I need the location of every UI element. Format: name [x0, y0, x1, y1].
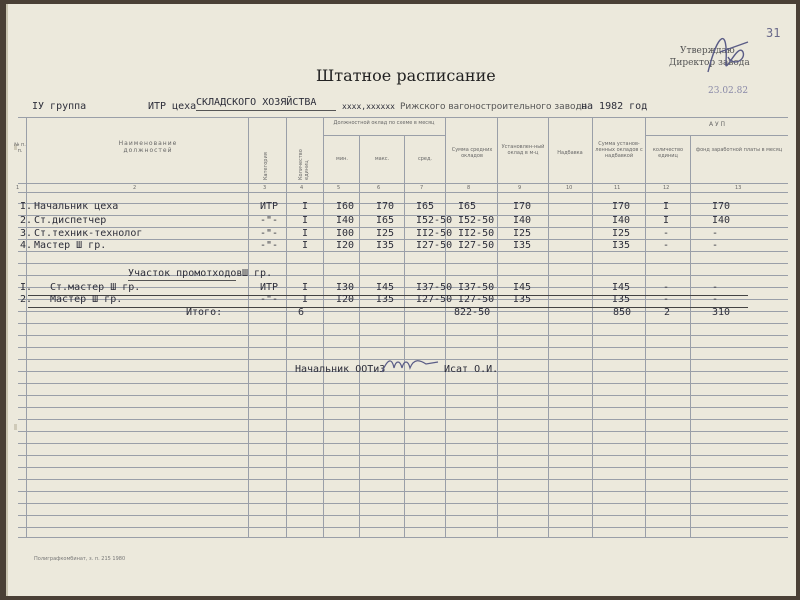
director-signature	[698, 22, 758, 82]
row-line	[18, 527, 788, 528]
shop-name: СКЛАДСКОГО ХОЗЯЙСТВА	[196, 97, 317, 108]
cell-min: I40	[336, 215, 355, 226]
cell-sum-avg: I27-50	[458, 294, 495, 305]
cell-cat: -"-	[260, 240, 279, 251]
cell-name: Ст.диспетчер	[34, 215, 107, 226]
aup-subline	[645, 135, 788, 136]
total-sum-avg: 822-50	[454, 307, 491, 318]
cell-aup-fund: -	[712, 240, 719, 251]
header-count: Количество единиц	[298, 149, 310, 180]
cell-num: I.	[20, 282, 33, 293]
cell-min: I20	[336, 240, 355, 251]
total-aup-fund: 310	[712, 307, 731, 318]
cell-sum-avg: II2-50	[458, 228, 495, 239]
cell-aup-fund: -	[712, 294, 719, 305]
cell-max: I35	[376, 240, 395, 251]
cell-num: 2.	[20, 294, 33, 305]
column-index: 3	[263, 185, 267, 191]
total-aup-count: 2	[664, 307, 671, 318]
itr-label: ИТР цеха	[148, 101, 197, 112]
section-title: Участок промотходов	[128, 268, 243, 279]
cell-aup-count: -	[663, 228, 670, 239]
cell-avg: I37-50	[416, 282, 453, 293]
cell-min: I20	[336, 294, 355, 305]
header-aup-count: количество единиц	[652, 147, 684, 159]
row-line	[18, 467, 788, 468]
row-line	[18, 407, 788, 408]
cell-cat: -"-	[260, 294, 279, 305]
row-line	[18, 419, 788, 420]
row-line	[18, 443, 788, 444]
row-line	[18, 395, 788, 396]
handwritten-signature	[380, 354, 440, 376]
row-line	[18, 311, 788, 312]
cell-set: I35	[513, 240, 532, 251]
cell-name: Мастер Ш гр.	[34, 240, 107, 251]
cell-min: I60	[336, 201, 355, 212]
column-index: 12	[663, 185, 670, 191]
row-line	[18, 263, 788, 264]
cell-cat: -"-	[260, 215, 279, 226]
cell-avg: I65	[416, 201, 435, 212]
col-line	[445, 117, 446, 537]
cell-set: I40	[513, 215, 532, 226]
row-line	[18, 503, 788, 504]
cell-sum-avg: I52-50	[458, 215, 495, 226]
index-bottom	[18, 192, 788, 193]
cell-aup-fund: I40	[712, 215, 731, 226]
cell-set: I25	[513, 228, 532, 239]
header-set-salary: Установлен-ный оклад в м-ц	[501, 144, 545, 156]
binder-hole	[14, 424, 17, 430]
col-line	[323, 117, 324, 537]
cell-aup-count: -	[663, 294, 670, 305]
row-line	[18, 323, 788, 324]
cell-avg: I27-50	[416, 294, 453, 305]
cell-max: I35	[376, 294, 395, 305]
cell-sum-avg: I37-50	[458, 282, 495, 293]
cell-num: 2.	[20, 215, 33, 226]
cell-cat: ИТР	[260, 282, 279, 293]
cell-aup-count: -	[663, 240, 670, 251]
cell-sum-set: I40	[612, 215, 631, 226]
total-sum-set: 850	[613, 307, 632, 318]
row-line	[18, 203, 788, 204]
header-category: Категория	[263, 152, 269, 180]
cell-sum-set: I35	[612, 294, 631, 305]
shop-underline	[196, 110, 336, 111]
cell-sum-set: I70	[612, 201, 631, 212]
cell-min: I00	[336, 228, 355, 239]
col-line	[248, 117, 249, 537]
header-num: № п. п.	[14, 142, 26, 154]
column-index: 5	[337, 185, 341, 191]
column-index: 9	[518, 185, 522, 191]
sheet-number: 31	[766, 26, 781, 40]
cell-cat: -"-	[260, 228, 279, 239]
col-line	[359, 135, 360, 537]
row-line	[18, 383, 788, 384]
column-index: 1	[16, 185, 20, 191]
cell-name: Ст.мастер Ш гр.	[50, 282, 141, 293]
col-line	[548, 117, 549, 537]
cell-count: I	[302, 282, 309, 293]
cell-count: I	[302, 201, 309, 212]
col-line	[286, 117, 287, 537]
row-line	[18, 537, 788, 538]
row-line	[18, 215, 788, 216]
row-line	[18, 515, 788, 516]
row-line	[18, 347, 788, 348]
cell-sum-set: I35	[612, 240, 631, 251]
signature-position: Начальник ООТиЗ	[295, 364, 386, 375]
cell-count: I	[302, 215, 309, 226]
column-index: 7	[420, 185, 424, 191]
cell-num: I.	[20, 201, 33, 212]
col-line	[592, 117, 593, 537]
signature-name: Исат О.И.	[444, 364, 499, 375]
header-sum-set: Сумма установ-ленных окладов с надбавкой	[595, 141, 643, 159]
cell-aup-fund: -	[712, 228, 719, 239]
salary-subline	[323, 135, 445, 136]
cell-set: I35	[513, 294, 532, 305]
cell-max: I25	[376, 228, 395, 239]
document-sheet	[6, 4, 796, 596]
col-line	[404, 135, 405, 537]
cell-max: I65	[376, 215, 395, 226]
row-line	[18, 491, 788, 492]
cell-max: I45	[376, 282, 395, 293]
total-count: 6	[298, 307, 305, 318]
cell-name: Ст.техник-технолог	[34, 228, 143, 239]
approval-date: 23.02.82	[708, 86, 749, 96]
header-name: Наименование должностей	[118, 140, 178, 154]
cell-num: 3.	[20, 228, 33, 239]
header-aup: А У П	[708, 121, 726, 128]
approval-line-1: Утверждаю	[680, 46, 735, 56]
header-bonus: Надбавка	[557, 150, 583, 156]
section-underline	[128, 280, 236, 281]
header-bottom	[18, 183, 788, 184]
cell-count: I	[302, 240, 309, 251]
col-line	[645, 117, 646, 537]
document-title: Штатное расписание	[316, 66, 496, 85]
row-underline	[28, 307, 748, 308]
cell-set: I70	[513, 201, 532, 212]
approval-line-2: Директор завода	[669, 58, 750, 68]
row-line	[18, 431, 788, 432]
header-sum-avg: Сумма средних окладов	[451, 147, 493, 159]
table-top	[18, 117, 788, 118]
crossed-text: хххх,хххххх	[342, 102, 395, 111]
row-line	[18, 335, 788, 336]
cell-max: I70	[376, 201, 395, 212]
row-line	[18, 239, 788, 240]
column-index: 2	[133, 185, 137, 191]
column-index: 6	[377, 185, 381, 191]
row-line	[18, 479, 788, 480]
plant-name: Рижского вагоностроительного завода	[400, 102, 588, 112]
cell-aup-count: I	[663, 201, 670, 212]
cell-sum-avg: I27-50	[458, 240, 495, 251]
header-max: макс.	[374, 156, 390, 162]
group-label: IУ группа	[32, 101, 87, 112]
cell-sum-avg: I65	[458, 201, 477, 212]
column-index: 4	[300, 185, 304, 191]
column-index: 10	[566, 185, 573, 191]
cell-set: I45	[513, 282, 532, 293]
cell-avg: I27-50	[416, 240, 453, 251]
section-group: Ш гр.	[242, 268, 273, 279]
cell-name: Мастер Ш гр.	[50, 294, 123, 305]
footer-imprint: Полиграфкомбинат, з. п. 215 1980	[34, 556, 126, 562]
cell-sum-set: I25	[612, 228, 631, 239]
cell-aup-count: I	[663, 215, 670, 226]
cell-name: Начальник цеха	[34, 201, 119, 212]
cell-aup-count: -	[663, 282, 670, 293]
cell-aup-fund: -	[712, 282, 719, 293]
cell-sum-set: I45	[612, 282, 631, 293]
cell-num: 4.	[20, 240, 33, 251]
cell-count: I	[302, 228, 309, 239]
cell-avg: I52-50	[416, 215, 453, 226]
row-line	[18, 455, 788, 456]
cell-count: I	[302, 294, 309, 305]
cell-aup-fund: I70	[712, 201, 731, 212]
cell-cat: ИТР	[260, 201, 279, 212]
column-index: 11	[614, 185, 621, 191]
header-avg: сред.	[417, 156, 433, 162]
column-index: 8	[467, 185, 471, 191]
col-line	[26, 117, 27, 537]
col-line	[497, 117, 498, 537]
row-line	[18, 251, 788, 252]
cell-avg: II2-50	[416, 228, 453, 239]
year-label: на 1982 год	[581, 101, 648, 112]
row-line	[18, 299, 788, 300]
header-salary-group: Должностной оклад по схеме в месяц	[333, 120, 435, 126]
cell-min: I30	[336, 282, 355, 293]
col-line	[690, 135, 691, 537]
header-min: мин.	[336, 156, 348, 162]
total-label: Итого:	[186, 307, 223, 318]
header-aup-fund: фонд заработной платы в месяц	[695, 147, 783, 153]
column-index: 13	[735, 185, 742, 191]
